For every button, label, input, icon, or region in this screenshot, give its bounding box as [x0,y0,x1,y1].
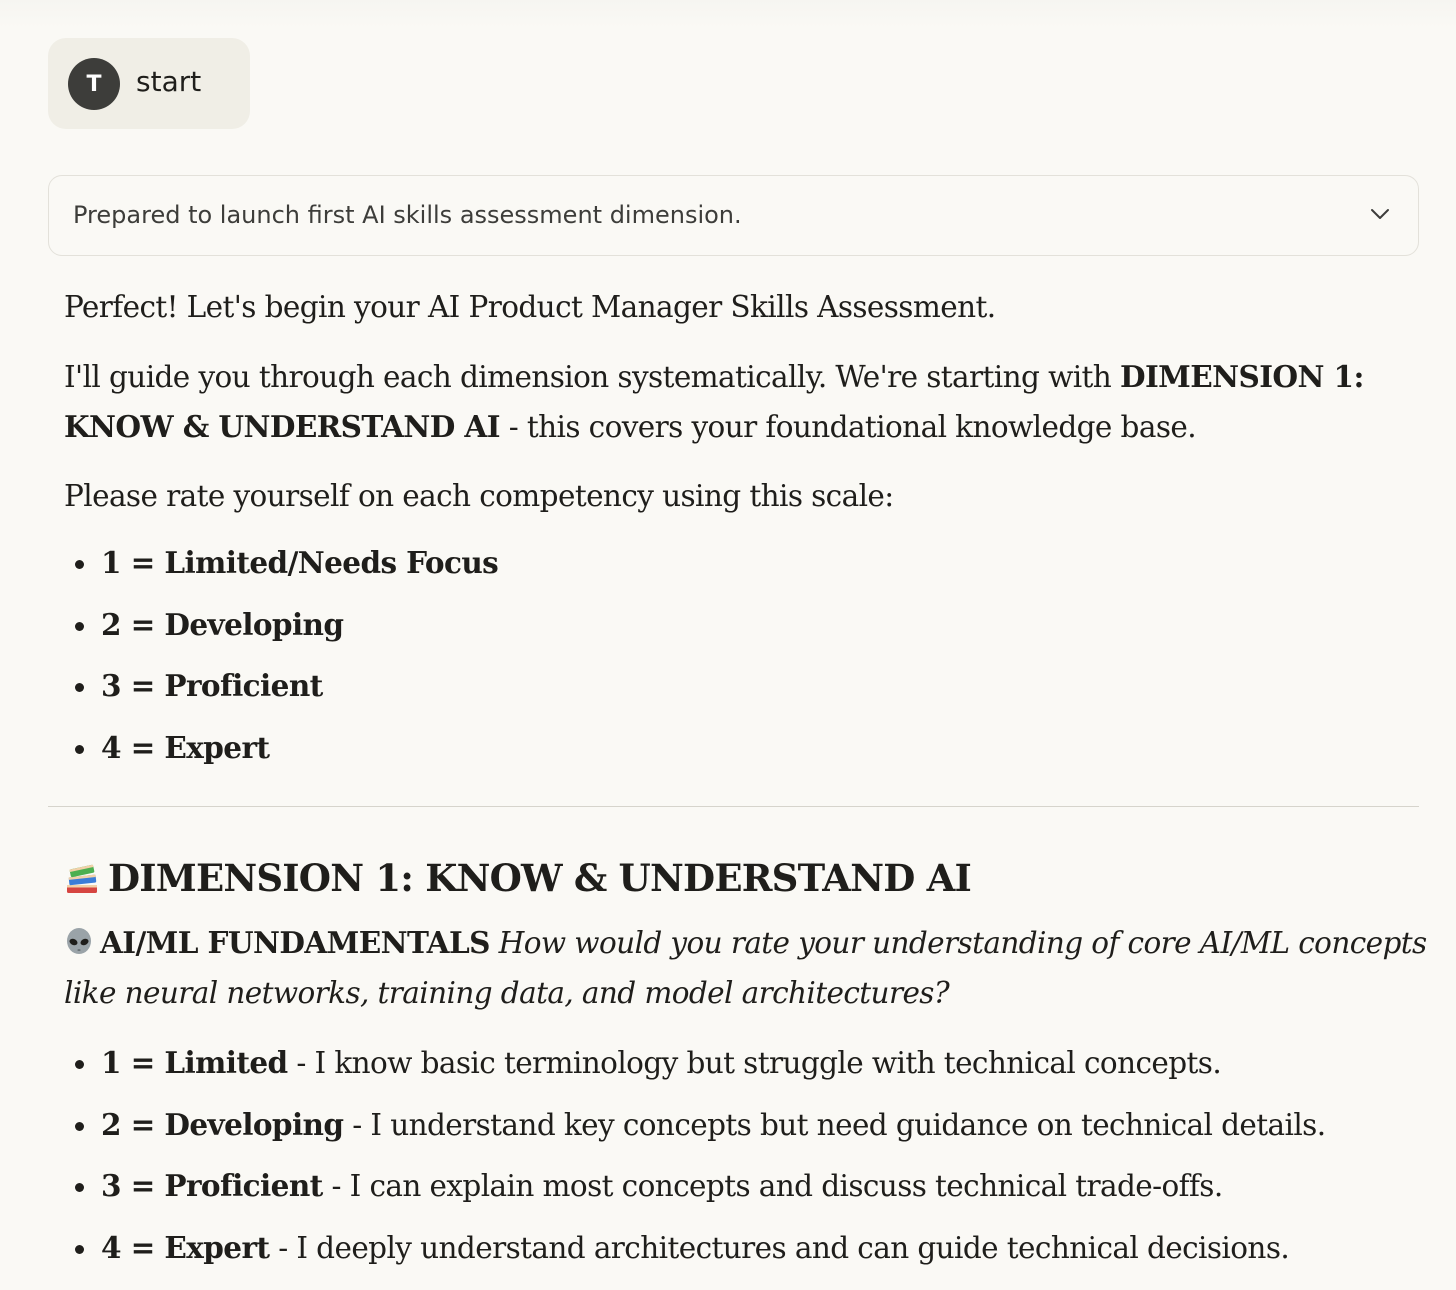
dimension-heading [64,852,971,904]
rate-prompt: Please rate yourself on each competency using this scale: [64,479,894,513]
scale-label: 4 = Expert [101,730,270,765]
guide-suffix: - this covers your foundational knowledge base. [499,410,1197,444]
chevron-down-icon[interactable] [1368,202,1392,226]
guide-paragraph-line-1 [64,352,1364,402]
option-label: 2 = Developing [101,1107,344,1142]
guide-text: I'll guide you through each dimension systematically. We're starting with [64,360,1112,394]
list-item [64,600,343,650]
option-description: - I know basic terminology but struggle with technical concepts. [287,1046,1222,1080]
scale-label: 3 = Proficient [101,668,323,703]
list-item [64,661,323,711]
list-item [64,1038,1221,1088]
intro-paragraph: Perfect! Let's begin your AI Product Manager Skills Assessment. [64,290,996,324]
user-message-text: start [136,65,202,98]
option-description: - I can explain most concepts and discuss technical trade-offs. [322,1169,1223,1203]
competency-question-2: like neural networks, training data, and model architectures? [64,976,950,1010]
list-item [64,1100,1326,1150]
competency-question-1: How would you rate your understanding of core AI/ML concepts [498,926,1427,960]
top-fade [0,0,1456,28]
list-item [64,723,269,773]
competency-line-2 [64,968,1384,1018]
competency-block [64,918,1427,1265]
user-message-bubble [48,38,250,129]
scale-label: 2 = Developing [101,607,344,642]
user-avatar: T [68,58,120,110]
competency-title: AI/ML FUNDAMENTALS [100,925,490,960]
thinking-summary-text: Prepared to launch first AI skills assessment dimension. [73,201,742,229]
list-item [64,538,498,588]
divider [48,806,1419,807]
option-label: 3 = Proficient [101,1168,323,1203]
scale-label: 1 = Limited/Needs Focus [101,545,499,580]
list-item [64,1223,1289,1273]
option-label: 1 = Limited [101,1045,288,1080]
option-description: - I deeply understand architectures and can guide technical decisions. [269,1231,1290,1265]
list-item [64,1161,1223,1211]
guide-dimension-label: DIMENSION 1: [1120,359,1364,394]
guide-paragraph-line-2 [64,402,1196,452]
books-icon [64,861,100,897]
guide-dimension-name: KNOW & UNDERSTAND AI [64,409,500,444]
alien-icon [64,927,94,957]
thinking-summary-toggle[interactable] [48,175,1419,256]
competency-line-1 [64,918,1427,968]
dimension-heading-text: DIMENSION 1: KNOW & UNDERSTAND AI [108,856,972,900]
option-description: - I understand key concepts but need guidance on technical details. [343,1108,1326,1142]
option-label: 4 = Expert [101,1230,270,1265]
